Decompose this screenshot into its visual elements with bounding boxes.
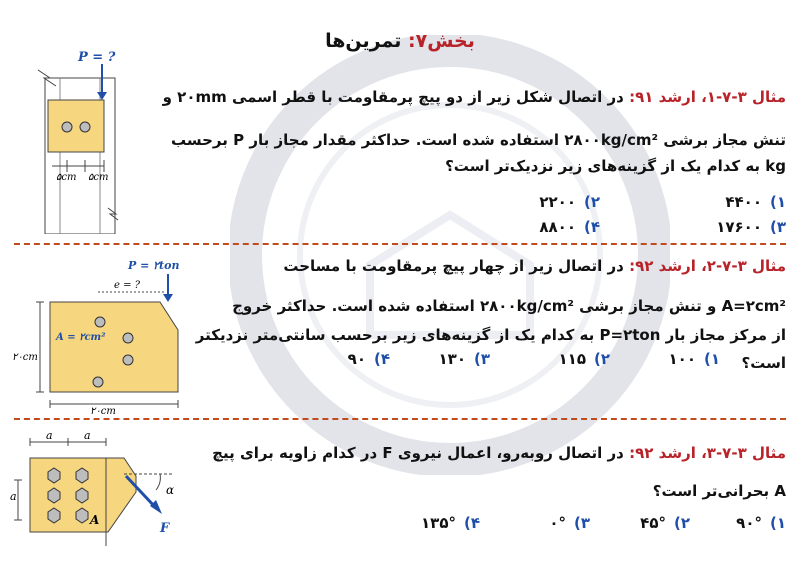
bolt-icon <box>48 468 60 483</box>
separator-1 <box>14 243 786 245</box>
example3-option-1[interactable]: ۱)۹۰° <box>736 514 786 532</box>
example2-option-1[interactable]: ۱)۱۰۰ <box>668 350 720 368</box>
section-label: بخش۷: <box>407 30 475 52</box>
bolt-icon <box>93 377 103 387</box>
example1-option-2[interactable]: ۲)۲۲۰۰ <box>539 193 600 211</box>
example3-bolt-label: A <box>90 513 100 527</box>
example1-option-3[interactable]: ۳)۱۷۶۰۰ <box>716 218 786 236</box>
section-title: تمرین‌ها <box>325 30 402 52</box>
example2-figure <box>10 256 200 416</box>
example3-dim-a3: a <box>10 490 17 503</box>
example3-label: مثال ۳-۷-۳، ارشد ۹۲: <box>629 444 786 462</box>
bolt-icon <box>95 317 105 327</box>
example3-option-2[interactable]: ۲)۴۵° <box>640 514 690 532</box>
example2-width-label: ۲۰cm <box>90 406 116 416</box>
example3-option-3[interactable]: ۳)۰° <box>549 514 590 532</box>
bolt-icon <box>123 333 133 343</box>
example2-option-3[interactable]: ۳)۱۳۰ <box>438 350 490 368</box>
bolt-icon <box>76 468 88 483</box>
example1-load-label: P = ? <box>78 50 116 65</box>
example3-angle-label: α <box>166 483 175 497</box>
bolt-icon <box>76 508 88 523</box>
bolt-icon <box>48 488 60 503</box>
example1-line3: kg به کدام یک از گزینه‌های زیر نزدیک‌تر است؟ <box>445 157 786 175</box>
example3-dim-a1: a <box>46 429 53 442</box>
example2-ecc-label: e = ? <box>114 280 141 291</box>
separator-2 <box>14 418 786 420</box>
bolt-icon <box>76 488 88 503</box>
bolt-icon <box>123 355 133 365</box>
example2-area-label: A = ۲cm² <box>56 332 106 343</box>
example1-dim-1: ۵cm <box>56 172 77 183</box>
example2-line2: A=۲cm² و تنش مجاز برشی ۲۸۰۰kg/cm² استفاده شده است. حداکثر خروج <box>232 297 786 315</box>
example2-label: مثال ۳-۷-۲، ارشد ۹۲: <box>629 257 786 275</box>
load-arrow-icon <box>163 294 173 302</box>
example2-option-2[interactable]: ۲)۱۱۵ <box>558 350 610 368</box>
bolt-icon <box>62 122 72 132</box>
example1-option-4[interactable]: ۴)۸۸۰۰ <box>539 218 600 236</box>
example1-line1: مثال ۳-۷-۱، ارشد ۹۱: در اتصال شکل زیر از دو پیچ پرمقاومت با قطر اسمی ۲۰mm و <box>162 88 786 106</box>
bolt-icon <box>80 122 90 132</box>
example3-line2: A بحرانی‌تر است؟ <box>652 482 786 500</box>
example3-figure <box>10 428 195 560</box>
example2-line1: مثال ۳-۷-۲، ارشد ۹۲: در اتصال زیر از چهار پیچ پرمقاومت با مساحت <box>283 257 786 275</box>
bolt-icon <box>48 508 60 523</box>
example1-line2: تنش مجاز برشی ۲۸۰۰kg/cm² استفاده شده است. حداکثر مقدار مجاز بار P برحسب <box>170 131 786 149</box>
example2-option-4[interactable]: ۴)۹۰ <box>347 350 390 368</box>
example1-figure <box>20 48 140 234</box>
example1-option-1[interactable]: ۱)۴۴۰۰ <box>725 193 786 211</box>
example2-height-label: ۲۰cm <box>12 352 38 363</box>
example1-label: مثال ۳-۷-۱، ارشد ۹۱: <box>629 88 786 106</box>
example2-line3: از مرکز مجاز بار P=۲ton به کدام یک از گزینه‌های زیر برحسب سانتی‌متر نزدیکتر <box>195 326 786 344</box>
example2-line4: است؟ <box>741 354 786 372</box>
example1-dim-2: ۵cm <box>88 172 109 183</box>
example2-load-label: P = ۲ton <box>128 259 180 272</box>
example3-line1: مثال ۳-۷-۳، ارشد ۹۲: در اتصال روبه‌رو، اعمال نیروی F در کدام زاویه برای پیچ <box>212 444 786 462</box>
example3-force-label: F <box>160 521 170 536</box>
example3-option-4[interactable]: ۴)۱۳۵° <box>421 514 480 532</box>
example3-dim-a2: a <box>84 429 91 442</box>
